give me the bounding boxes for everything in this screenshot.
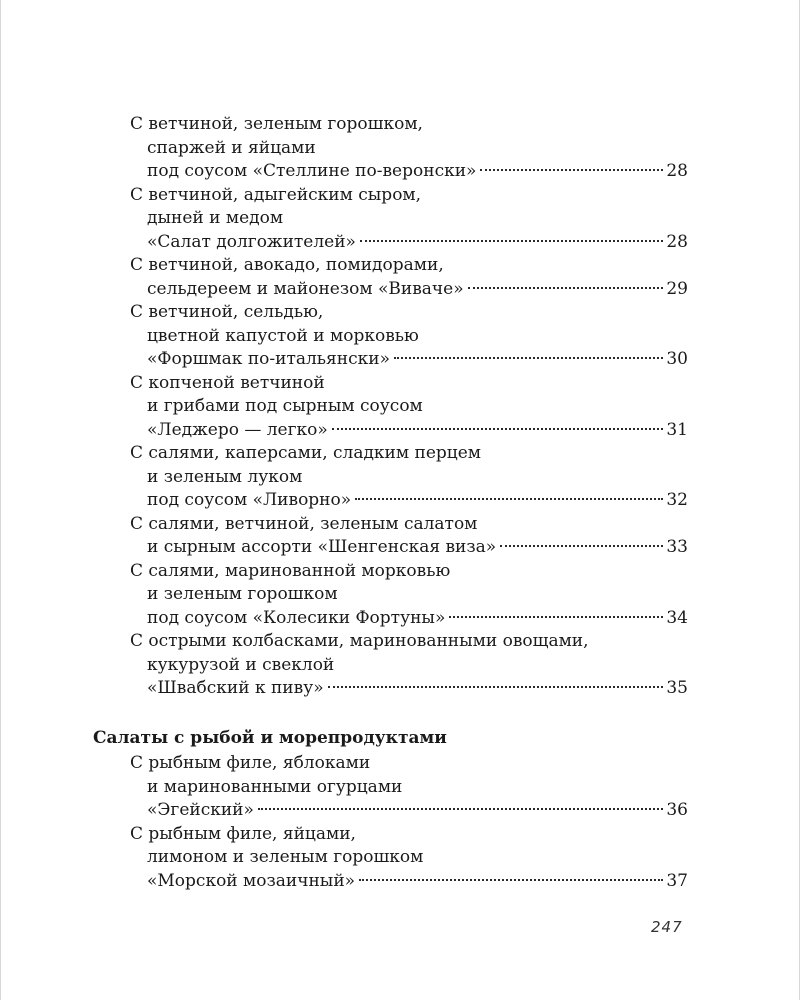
toc-entry-line: и грибами под сырным соусом <box>147 396 423 416</box>
toc-entry-title-end: «Эгейский» <box>147 800 254 820</box>
toc-page-number: 35 <box>666 678 688 698</box>
toc-entry-title-end: «Швабский к пиву» <box>147 678 324 698</box>
toc-entry-line: и зеленым луком <box>147 466 303 487</box>
section-heading: Салаты с рыбой и морепродуктами <box>93 728 447 748</box>
toc-entry <box>130 113 688 184</box>
toc-entry-lastline <box>130 536 688 560</box>
toc-page-number: 31 <box>666 419 688 440</box>
toc-entry-line: С салями, каперсами, сладким перцем <box>130 443 481 463</box>
toc-page-number: 32 <box>666 490 688 510</box>
toc-page-number: 30 <box>666 349 688 369</box>
toc-entry-line: С салями, ветчиной, зеленым салатом <box>130 513 478 534</box>
dot-leader <box>332 428 664 430</box>
toc-entry-title-end: сельдереем и майонезом «Виваче» <box>147 278 464 299</box>
toc-page-number: 34 <box>666 607 688 628</box>
toc-entry-line: спаржей и яйцами <box>147 137 316 158</box>
dot-leader <box>258 808 663 810</box>
toc-entry-lastline <box>130 278 688 302</box>
toc-entry-lastline <box>130 419 688 443</box>
toc-entry-lastline <box>130 607 688 631</box>
toc-entry-line: С ветчиной, авокадо, помидорами, <box>130 255 444 275</box>
page-number: 247 <box>651 918 683 936</box>
toc-entry-lastline <box>130 677 688 701</box>
toc-entry-line: С острыми колбасками, маринованными овощами, <box>130 631 589 651</box>
toc-entry <box>130 752 688 823</box>
toc-entry <box>130 560 688 631</box>
toc-list <box>130 113 688 701</box>
toc-list-fish <box>130 752 688 893</box>
toc-page-number: 28 <box>666 161 688 181</box>
dot-leader <box>360 240 663 242</box>
toc-entry-line: С ветчиной, адыгейским сыром, <box>130 184 422 205</box>
dot-leader <box>355 498 663 500</box>
toc-entry <box>130 372 688 443</box>
toc-entry-line: С рыбным филе, яблоками <box>130 753 371 773</box>
dot-leader <box>468 287 664 289</box>
toc-entry <box>130 301 688 372</box>
toc-entry-line: С рыбным филе, яйцами, <box>130 823 356 844</box>
toc-entry-title-end: «Леджеро — легко» <box>147 419 328 440</box>
toc-entry-line: С ветчиной, сельдью, <box>130 302 324 322</box>
toc-entry-title-end: и сырным ассорти «Шенгенская виза» <box>147 537 497 557</box>
toc-page-number: 29 <box>666 278 688 299</box>
toc-entry-line: кукурузой и свеклой <box>147 654 335 675</box>
dot-leader <box>480 169 663 171</box>
toc-entry-line: лимоном и зеленым горошком <box>147 847 424 867</box>
toc-page-number: 37 <box>666 870 688 891</box>
toc-entry <box>130 184 688 255</box>
toc-entry-line: и зеленым горошком <box>147 584 338 604</box>
toc-entry-title-end: под соусом «Колесики Фортуны» <box>147 607 446 628</box>
toc-entry-line: цветной капустой и морковью <box>147 325 419 346</box>
dot-leader <box>359 879 663 881</box>
toc-entry-line: дыней и медом <box>147 208 284 228</box>
dot-leader <box>328 686 664 688</box>
toc-entry <box>130 254 688 301</box>
toc-entry-lastline <box>130 160 688 184</box>
toc-entry-lastline <box>130 348 688 372</box>
toc-page-number: 36 <box>666 800 688 820</box>
toc-entry-lastline <box>130 799 688 823</box>
toc-entry-lastline <box>130 870 688 894</box>
toc-entry-line: С салями, маринованной морковью <box>130 560 451 581</box>
toc-entry-title-end: «Морской мозаичный» <box>147 870 356 891</box>
toc-entry-title-end: «Салат долгожителей» <box>147 231 356 252</box>
toc-entry <box>130 630 688 701</box>
toc-entry-title-end: «Форшмак по-итальянски» <box>147 349 390 369</box>
toc-entry-line: С копченой ветчиной <box>130 372 325 393</box>
toc-entry-line: С ветчиной, зеленым горошком, <box>130 114 423 134</box>
dot-leader <box>394 357 663 359</box>
toc-entry-title-end: под соусом «Стеллине по-веронски» <box>147 161 477 181</box>
toc-entry <box>130 513 688 560</box>
toc-entry-line: и маринованными огурцами <box>147 776 403 797</box>
dot-leader <box>500 545 663 547</box>
toc-page-number: 33 <box>666 537 688 557</box>
toc-page-number: 28 <box>666 231 688 252</box>
dot-leader <box>449 616 663 618</box>
toc-entry <box>130 823 688 894</box>
toc-entry-title-end: под соусом «Ливорно» <box>147 490 352 510</box>
toc-entry <box>130 442 688 513</box>
toc-entry-lastline <box>130 231 688 255</box>
toc-entry-lastline <box>130 489 688 513</box>
